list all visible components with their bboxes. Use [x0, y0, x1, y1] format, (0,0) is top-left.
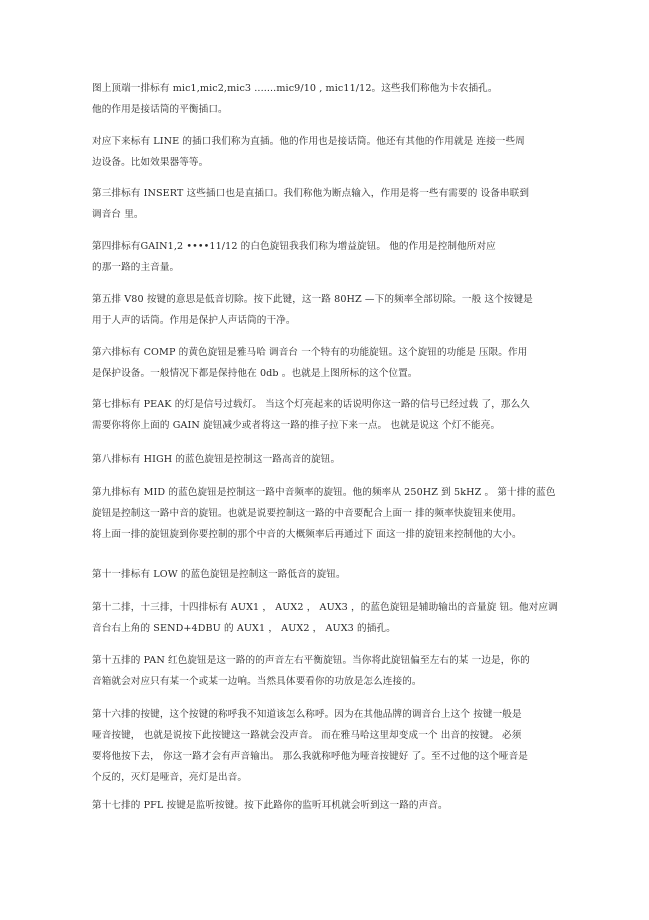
text-line: 第三排标有 INSERT 这些插口也是直插口。我们称他为断点输入，作用是将一些有需要的 设备串联到 [92, 188, 530, 199]
paragraph-low-cut [92, 289, 560, 331]
text-line: 边设备。比如效果器等等。 [92, 157, 209, 168]
paragraph-mute [92, 704, 560, 788]
text-line: 第十二排，十三排，十四排标有 AUX1 ， AUX2 ， AUX3 ，的蓝色旋钮是辅助输出的音量旋 钮。他对应调 [92, 602, 558, 613]
paragraph-aux [92, 597, 560, 639]
text-line: 第十五排的 PAN 红色旋钮是这一路的的声音左右平衡旋钮。当你将此旋钮偏至左右的某 一边是，你的 [92, 655, 530, 666]
text-line: 是保护设备。一般情况下都是保持他在 0db 。也就是上图所标的这个位置。 [92, 368, 418, 379]
text-line: 调音台 里。 [92, 209, 144, 220]
text-line: 第五排 V80 按键的意思是低音切除。按下此键，这一路 80HZ —下的频率全部切除。一般 这个按键是 [92, 294, 533, 305]
text-line: 要将他按下去， 你这一路才会有声音输出。 那么我就称呼他为哑音按键好 了。至不过他的这个哑音是 [92, 751, 528, 762]
text-line: 图上顶端一排标有 mic1,mic2,mic3 .......mic9/10 , mic11/12。这些我们称他为卡农插孔。 [92, 83, 498, 94]
text-line: 的那一路的主音量。 [92, 262, 180, 273]
paragraph-high [92, 449, 560, 470]
paragraph-comp [92, 342, 560, 384]
paragraph-pan [92, 650, 560, 692]
paragraph-pfl [92, 795, 560, 816]
text-line: 第六排标有 COMP 的黄色旋钮是雅马哈 调音台 一个特有的功能旋钮。这个旋钮的功能是 压限。作用 [92, 347, 528, 358]
text-line: 第四排标有GAIN1,2 ••••11/12 的白色旋钮我我们称为增益旋钮。 他的作用是控制他所对应 [92, 241, 496, 252]
paragraph-line-inputs [92, 131, 560, 173]
text-line: 第十七排的 PFL 按键是监听按键。按下此路你的监听耳机就会听到这一路的声音。 [92, 800, 448, 811]
text-line: 他的作用是接话筒的平衡插口。 [92, 104, 228, 115]
text-line: 对应下来标有 LINE 的插口我们称为直插。他的作用也是接话筒。他还有其他的作用就是 连接一些周 [92, 136, 525, 147]
text-line: 需要你将你上面的 GAIN 旋钮减少或者将这一路的推子拉下来一点。 也就是说这 个灯不能亮。 [92, 420, 501, 431]
text-line: 个反的，灭灯是哑音，亮灯是出音。 [92, 772, 248, 783]
text-line: 第十一排标有 LOW 的蓝色旋钮是控制这一路低音的旋钮。 [92, 569, 346, 580]
paragraph-peak [92, 394, 560, 436]
text-line: 第十六排的按键，这个按键的称呼我不知道该怎么称呼。因为在其他品牌的调音台上这个 按键一般是 [92, 709, 522, 720]
paragraph-mid [92, 482, 560, 545]
text-line: 哑音按键， 也就是说按下此按键这一路就会没声音。 而在雅马哈这里却变成一个 出音的按键。 必须 [92, 730, 522, 741]
text-line: 音箱就会对应只有某一个或某一边响。当然具体要看你的功放是怎么连接的。 [92, 676, 422, 687]
paragraph-mic-inputs [92, 78, 560, 120]
text-line: 旋钮是控制这一路中音的旋钮。也就是说要控制这一路的中音要配合上面一 排的频率快旋钮来使用。 [92, 508, 522, 519]
text-line: 音台右上角的 SEND+4DBU 的 AUX1 ， AUX2 ， AUX3 的插孔。 [92, 623, 396, 634]
text-line: 第七排标有 PEAK 的灯是信号过载灯。 当这个灯亮起来的话说明你这一路的信号已经过载 了，那么久 [92, 399, 530, 410]
text-line: 第八排标有 HIGH 的蓝色旋钮是控制这一路高音的旋钮。 [92, 454, 341, 465]
paragraph-low [92, 564, 560, 585]
paragraph-gain [92, 236, 560, 278]
text-line: 第九排标有 MID 的蓝色旋钮是控制这一路中音频率的旋钮。他的频率从 250HZ 到 5kHZ 。 第十排的蓝色 [92, 487, 556, 498]
text-line: 将上面一排的旋钮旋到你要控制的那个中音的大概频率后再通过下 面这一排的旋钮来控制他的大小。 [92, 529, 522, 540]
text-line: 用于人声的话筒。作用是保护人声话筒的干净。 [92, 315, 296, 326]
paragraph-insert [92, 183, 560, 225]
